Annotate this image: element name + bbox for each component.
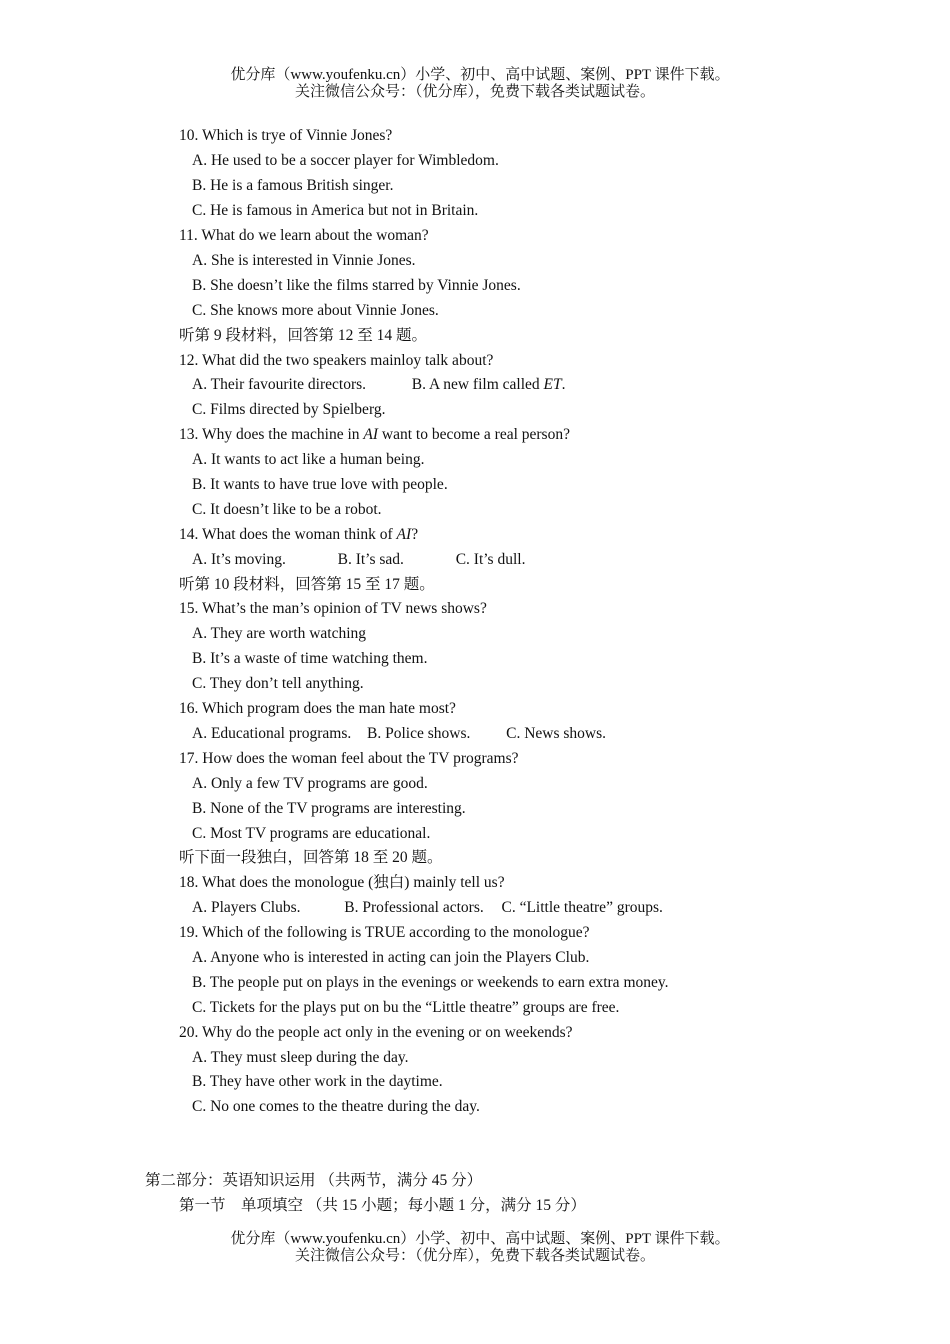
question-13-option-b: B. It wants to have true love with people. xyxy=(192,476,448,493)
question-18-option-b: B. Professional actors. xyxy=(344,899,484,916)
question-17-option-b: B. None of the TV programs are interesting. xyxy=(192,800,466,817)
question-12-option-b xyxy=(412,376,566,393)
question-20-stem: 20. Why do the people act only in the evening or on weekends? xyxy=(179,1024,573,1041)
question-11-option-a: A. She is interested in Vinnie Jones. xyxy=(192,252,416,269)
question-19-option-a: A. Anyone who is interested in acting can join the Players Club. xyxy=(192,949,590,966)
header-line-1: 优分库（www.youfenku.cn）小学、初中、高中试题、案例、PPT 课件下载。 xyxy=(230,67,730,83)
question-10-option-c: C. He is famous in America but not in Britain. xyxy=(192,202,479,219)
question-14-option-b: B. It’s sad. xyxy=(337,551,404,568)
question-15-option-c: C. They don’t tell anything. xyxy=(192,675,364,692)
question-20-option-c: C. No one comes to the theatre during the day. xyxy=(192,1098,480,1115)
question-12-options-ab xyxy=(192,375,565,395)
question-15-option-b: B. It’s a waste of time watching them. xyxy=(192,650,428,667)
question-19-option-b: B. The people put on plays in the evenings or weekends to earn extra money. xyxy=(192,974,669,991)
question-19-option-c: C. Tickets for the plays put on bu the “Little theatre” groups are free. xyxy=(192,999,620,1016)
question-13-stem xyxy=(179,425,570,445)
question-14-option-c: C. It’s dull. xyxy=(455,551,526,568)
question-16-option-c: C. News shows. xyxy=(506,725,607,742)
question-14-option-a: A. It’s moving. xyxy=(192,551,286,568)
question-16-option-a: A. Educational programs. xyxy=(192,725,352,742)
question-18-options xyxy=(192,898,663,918)
question-12-option-c: C. Films directed by Spielberg. xyxy=(192,401,386,418)
question-18-option-a: A. Players Clubs. xyxy=(192,899,301,916)
question-15-stem: 15. What’s the man’s opinion of TV news shows? xyxy=(179,600,487,617)
question-13-option-a: A. It wants to act like a human being. xyxy=(192,451,425,468)
part-2-section-1-title: 第一节 单项填空 （共 15 小题；每小题 1 分，满分 15 分） xyxy=(179,1197,586,1214)
question-17-stem: 17. How does the woman feel about the TV programs? xyxy=(179,750,519,767)
stem-suffix: ? xyxy=(411,526,419,543)
section-9-instruction: 听第 9 段材料，回答第 12 至 14 题。 xyxy=(179,327,428,344)
question-16-options xyxy=(192,724,606,744)
film-title-ai: AI xyxy=(363,426,379,443)
footer-line-2: 关注微信公众号：（优分库），免费下载各类试题试卷。 xyxy=(294,1248,655,1264)
film-title-ai: AI xyxy=(396,526,412,543)
footer-line-1: 优分库（www.youfenku.cn）小学、初中、高中试题、案例、PPT 课件下载。 xyxy=(230,1231,730,1247)
question-14-options xyxy=(192,550,525,570)
question-13-option-c: C. It doesn’t like to be a robot. xyxy=(192,501,382,518)
option-b-suffix: . xyxy=(561,376,566,393)
question-17-option-a: A. Only a few TV programs are good. xyxy=(192,775,428,792)
monologue-instruction: 听下面一段独白，回答第 18 至 20 题。 xyxy=(179,849,443,866)
question-10-option-a: A. He used to be a soccer player for Wimbledom. xyxy=(192,152,499,169)
section-10-instruction: 听第 10 段材料，回答第 15 至 17 题。 xyxy=(179,576,435,593)
question-16-option-b: B. Police shows. xyxy=(367,725,471,742)
header-line-2: 关注微信公众号：（优分库），免费下载各类试题试卷。 xyxy=(294,84,655,100)
question-18-option-c: C. “Little theatre” groups. xyxy=(501,899,663,916)
question-10-option-b: B. He is a famous British singer. xyxy=(192,177,394,194)
question-16-stem: 16. Which program does the man hate most? xyxy=(179,700,456,717)
question-11-stem: 11. What do we learn about the woman? xyxy=(179,227,429,244)
option-b-text: B. A new film called xyxy=(411,376,544,393)
question-17-option-c: C. Most TV programs are educational. xyxy=(192,825,431,842)
page-header xyxy=(0,67,950,101)
question-12-option-a: A. Their favourite directors. xyxy=(192,376,367,393)
question-11-option-c: C. She knows more about Vinnie Jones. xyxy=(192,302,439,319)
part-2-title: 第二部分：英语知识运用 （共两节，满分 45 分） xyxy=(145,1172,483,1189)
question-12-stem: 12. What did the two speakers mainloy talk about? xyxy=(179,352,494,369)
question-10-stem: 10. Which is trye of Vinnie Jones? xyxy=(179,127,393,144)
film-title-et: ET xyxy=(543,376,562,393)
question-20-option-a: A. They must sleep during the day. xyxy=(192,1049,409,1066)
stem-prefix: 13. Why does the machine in xyxy=(179,426,364,443)
question-18-stem: 18. What does the monologue (独白) mainly tell us? xyxy=(179,874,505,891)
question-20-option-b: B. They have other work in the daytime. xyxy=(192,1073,443,1090)
question-11-option-b: B. She doesn’t like the films starred by Vinnie Jones. xyxy=(192,277,521,294)
stem-suffix: want to become a real person? xyxy=(378,426,570,443)
question-19-stem: 19. Which of the following is TRUE according to the monologue? xyxy=(179,924,590,941)
page-footer xyxy=(0,1231,950,1265)
stem-prefix: 14. What does the woman think of xyxy=(179,526,397,543)
question-15-option-a: A. They are worth watching xyxy=(192,625,367,642)
question-14-stem xyxy=(179,525,418,545)
